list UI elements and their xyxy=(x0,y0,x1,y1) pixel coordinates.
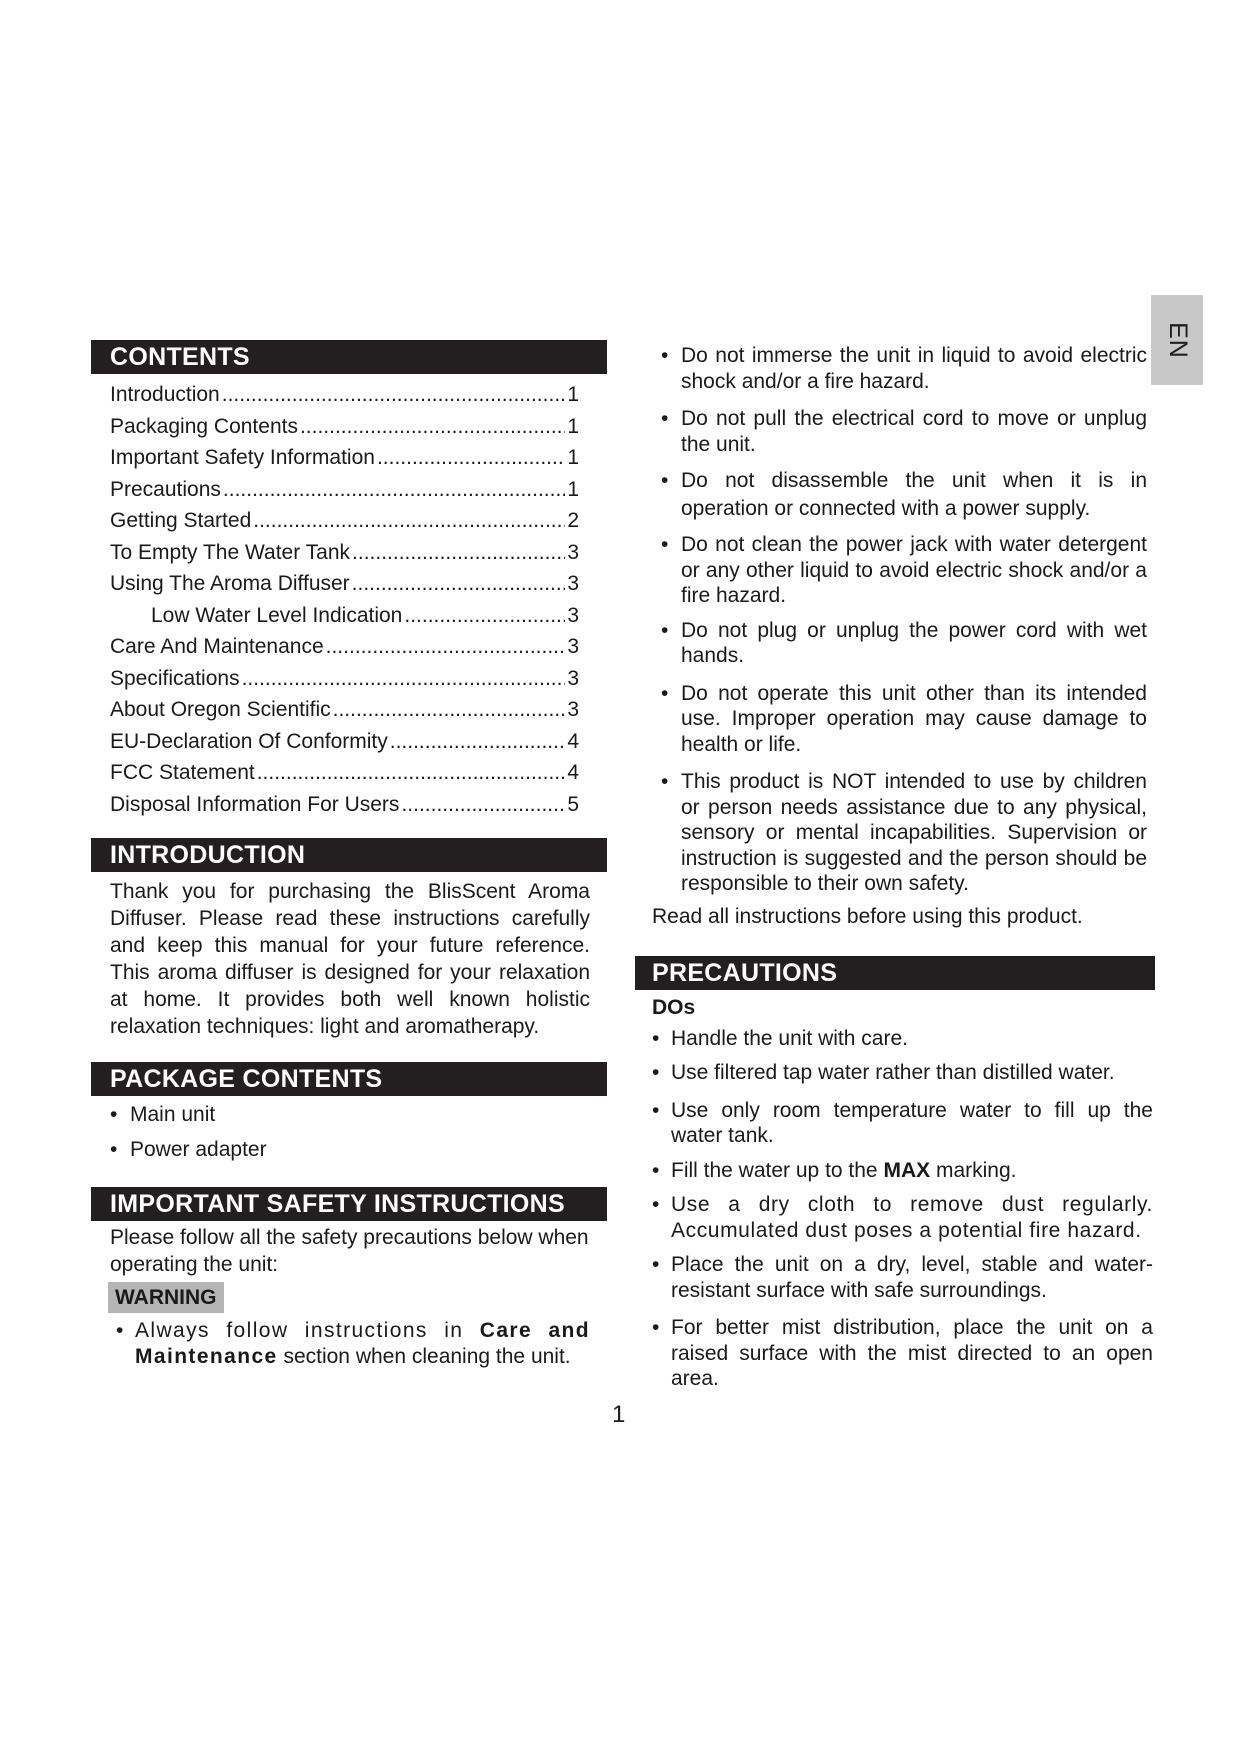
list-item: • Use only room temperature water to fill up the water tank. xyxy=(652,1098,1153,1147)
toc-entry[interactable]: Care And Maintenance ..... 3 xyxy=(91,635,607,667)
list-item: • Handle the unit with care. xyxy=(652,1026,908,1050)
introduction-text: Thank you for purchasing the BlisScent Aroma Diffuser. Please read these instructions carefully and keep this manual for your future reference. This aroma diffuser is designed for your relaxation at home. It provides both well known holistic relaxation techniques: light and aromatherapy. xyxy=(110,880,590,1038)
contents-heading: CONTENTS xyxy=(91,340,607,374)
toc-entry[interactable]: To Empty The Water Tank ..... 3 xyxy=(91,541,607,573)
safety-list xyxy=(635,343,1155,897)
list-item: • Always follow instructions in Care and Maintenance section when cleaning the unit. xyxy=(116,1319,590,1368)
safety-heading: IMPORTANT SAFETY INSTRUCTIONS xyxy=(91,1187,607,1221)
right-column xyxy=(635,340,1155,1392)
left-column xyxy=(91,340,607,1369)
toc-entry[interactable]: Disposal Information For Users ..... 5 xyxy=(91,793,607,825)
list-item: • Place the unit on a dry, level, stable and water-resistant surface with safe surroundings. xyxy=(652,1253,1153,1302)
language-tab xyxy=(1151,295,1203,385)
toc-entry[interactable]: Using The Aroma Diffuser ..... 3 xyxy=(91,572,607,604)
list-item: • Do not disassemble the unit when it is in operation or connected with a power supply. xyxy=(661,469,1147,520)
list-item: • Do not clean the power jack with water detergent or any other liquid to avoid electric shock and/or a fire hazard. xyxy=(661,533,1147,607)
toc-entry[interactable]: Precautions ..... 1 xyxy=(91,478,607,510)
list-item: • Do not operate this unit other than its intended use. Improper operation may cause damage to health or life. xyxy=(661,681,1147,756)
package-contents-heading: PACKAGE CONTENTS xyxy=(91,1062,607,1096)
toc-entry[interactable]: EU-Declaration Of Conformity ..... 4 xyxy=(91,730,607,762)
toc-entry[interactable]: Packaging Contents ..... 1 xyxy=(91,415,607,447)
toc-entry[interactable]: Low Water Level Indication ..... 3 xyxy=(91,604,607,636)
introduction-heading: INTRODUCTION xyxy=(91,838,607,872)
precautions-heading: PRECAUTIONS xyxy=(635,956,1155,990)
warning-list xyxy=(91,1318,607,1369)
toc-entry[interactable]: FCC Statement ..... 4 xyxy=(91,761,607,793)
list-item: • Power adapter xyxy=(110,1138,267,1161)
toc-entry[interactable]: About Oregon Scientific ..... 3 xyxy=(91,698,607,730)
list-item: • Do not plug or unplug the power cord with wet hands. xyxy=(661,618,1147,667)
list-item: • Use filtered tap water rather than distilled water. xyxy=(652,1061,1115,1084)
package-contents-list xyxy=(91,1102,607,1172)
toc-entry[interactable]: Important Safety Information ..... 1 xyxy=(91,446,607,478)
page-number: 1 xyxy=(612,1401,626,1428)
dos-list xyxy=(635,1026,1155,1392)
safety-closing: Read all instructions before using this product. xyxy=(652,904,1083,928)
list-item: • Fill the water up to the MAX marking. xyxy=(652,1158,1017,1182)
toc-entry[interactable]: Introduction ..... 1 xyxy=(91,383,607,415)
list-item: • This product is NOT intended to use by children or person needs assistance due to any physical, sensory or mental incapabilities. Supervision or instruction is suggested and the person should be responsible to their own safety. xyxy=(661,770,1147,895)
dos-heading: DOs xyxy=(652,995,696,1019)
toc-entry[interactable]: Getting Started ..... 2 xyxy=(91,509,607,541)
list-item: • Main unit xyxy=(110,1103,216,1126)
list-item: • For better mist distribution, place the unit on a raised surface with the mist directed to an open area. xyxy=(652,1316,1153,1390)
warning-label: WARNING xyxy=(108,1282,224,1313)
toc-entry[interactable]: Specifications ..... 3 xyxy=(91,667,607,699)
safety-intro: Please follow all the safety precautions below when operating the unit: xyxy=(110,1226,589,1276)
list-item: • Do not pull the electrical cord to move or unplug the unit. xyxy=(661,407,1147,456)
list-item: • Use a dry cloth to remove dust regularly. Accumulated dust poses a potential fire hazard. xyxy=(652,1193,1153,1242)
language-tab-label: EN xyxy=(1163,321,1192,359)
table-of-contents xyxy=(91,383,607,824)
list-item: • Do not immerse the unit in liquid to avoid electric shock and/or a fire hazard. xyxy=(661,344,1147,393)
